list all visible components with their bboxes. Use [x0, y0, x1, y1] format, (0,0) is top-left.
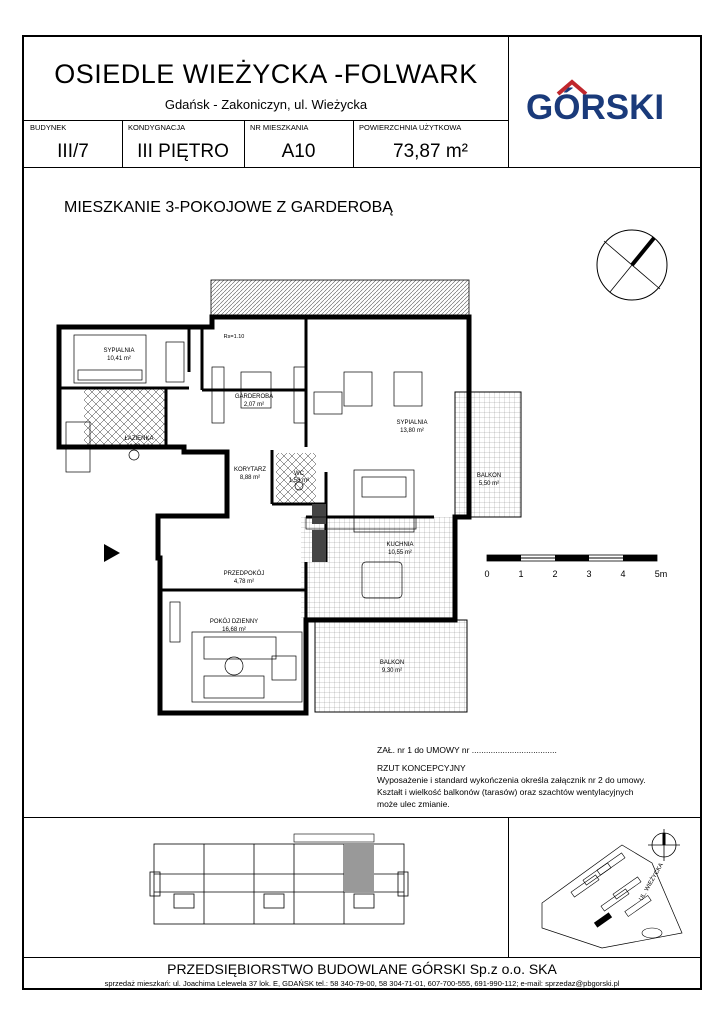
project-title: OSIEDLE WIEŻYCKA -FOLWARK [54, 59, 478, 89]
site-plan [512, 823, 698, 953]
attachment-note: ZAŁ. nr 1 do UMOWY nr .................................... [377, 745, 557, 755]
floor-label: KONDYGNACJA [128, 123, 186, 132]
note-line-2: Kształt i wielkość balkonów (tarasów) oraz szachtów wentylacyjnych [377, 787, 634, 797]
apartment-label: NR MIESZKANIA [250, 123, 309, 132]
svg-text:GARDEROBA: GARDEROBA [234, 394, 274, 400]
header-divider [24, 120, 508, 121]
svg-text:1: 1 [518, 569, 524, 579]
sales-contact: sprzedaż mieszkań: ul. Joachima Lelewela 37 lok. E, GDAŃSK tel.: 58 340-79-00, 58 304-71-01, 607-700-555, 691-990-112; e-mail: sprzedaz@pbgorski.pl [104, 979, 620, 988]
logo-divider [508, 37, 509, 167]
floor-plan [44, 272, 524, 752]
street-label: UL. WIEŻYCKA [638, 862, 665, 902]
compass-icon [592, 225, 672, 305]
apartment-type-heading: MIESZKANIE 3-POKOJOWE Z GARDEROBĄ [64, 199, 393, 216]
svg-text:BALKON: BALKON [379, 660, 405, 666]
svg-text:KORYTARZ: KORYTARZ [233, 467, 267, 473]
logo-text: GÓRSKI [526, 88, 665, 127]
svg-text:SYPIALNIA: SYPIALNIA [396, 420, 428, 426]
building-key-plan [144, 832, 414, 942]
document-frame [22, 35, 702, 990]
footer-divider [24, 957, 700, 958]
svg-text:ŁAZIENKA: ŁAZIENKA [124, 436, 154, 442]
area-value: 73,87 m² [393, 141, 468, 162]
svg-text:0: 0 [484, 569, 490, 579]
gorski-logo [524, 72, 694, 132]
svg-text:PRZEDPOKÓJ: PRZEDPOKÓJ [223, 571, 265, 577]
svg-text:8,88 m²: 8,88 m² [239, 475, 261, 481]
svg-text:BALKON: BALKON [476, 473, 502, 479]
note-line-1: Wyposażenie i standard wykończenia określa załącznik nr 2 do umowy. [377, 775, 646, 785]
svg-text:9,30 m²: 9,30 m² [381, 668, 403, 674]
concept-label: RZUT KONCEPCYJNY [377, 763, 466, 773]
svg-text:5m: 5m [654, 569, 668, 579]
area-label: POWIERZCHNIA UŻYTKOWA [359, 123, 462, 132]
svg-text:SYPIALNIA: SYPIALNIA [103, 348, 135, 354]
apartment-value: A10 [281, 141, 316, 162]
svg-text:1,58 m²: 1,58 m² [288, 478, 310, 484]
svg-text:5,50 m²: 5,50 m² [478, 481, 500, 487]
site-plan-divider [508, 817, 509, 957]
scale-bar [479, 550, 679, 584]
svg-text:3: 3 [586, 569, 592, 579]
svg-text:POKÓJ DZIENNY: POKÓJ DZIENNY [209, 619, 259, 625]
building-value: III/7 [57, 141, 89, 162]
svg-text:Rs=1.10: Rs=1.10 [223, 334, 245, 340]
svg-text:16,68 m²: 16,68 m² [222, 627, 246, 633]
floor-value: III PIĘTRO [137, 141, 229, 162]
bottom-section-divider [24, 817, 700, 818]
info-row-divider [24, 167, 700, 168]
svg-text:2,07 m²: 2,07 m² [243, 402, 265, 408]
svg-text:4: 4 [620, 569, 626, 579]
building-label: BUDYNEK [30, 123, 67, 132]
note-line-3: może ulec zmianie. [377, 799, 450, 809]
svg-text:KUCHNIA: KUCHNIA [386, 542, 414, 548]
svg-text:WC: WC [294, 471, 304, 477]
svg-text:4,78 m²: 4,78 m² [233, 579, 255, 585]
svg-text:4,63 m²: 4,63 m² [128, 444, 150, 450]
svg-text:10,41 m²: 10,41 m² [107, 356, 131, 362]
company-name: PRZEDSIĘBIORSTWO BUDOWLANE GÓRSKI Sp.z o.o. SKA [167, 961, 557, 977]
svg-text:10,55 m²: 10,55 m² [388, 550, 412, 556]
project-location: Gdańsk - Zakoniczyn, ul. Wieżycka [164, 97, 368, 112]
svg-text:13,80 m²: 13,80 m² [400, 428, 424, 434]
svg-text:2: 2 [552, 569, 558, 579]
